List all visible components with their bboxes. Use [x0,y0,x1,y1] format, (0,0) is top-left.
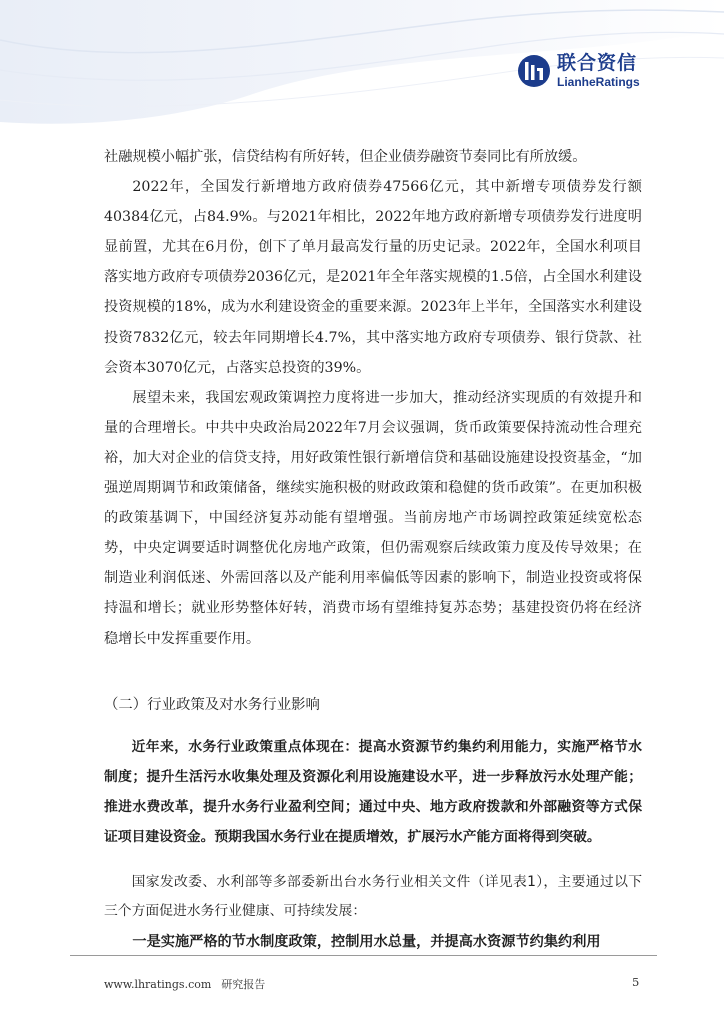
paragraph: 社融规模小幅扩张，信贷结构有所好转，但企业债券融资节奏同比有所放缓。 [104,149,587,165]
logo-english-name: LianheRatings [557,75,640,89]
section-heading: （二）行业政策及对水务行业影响 [104,696,320,713]
bold-paragraph: 一是实施严格的节水制度政策，控制用水总量，并提高水资源节约集约利用 [132,933,601,950]
bold-paragraph: 近年来，水务行业政策重点体现在：提高水资源节约集约利用能力，实施严格节水制度；提升生活污水收集处理及资源化利用设施建设水平，进一步释放污水处理产能；推进水费改革，提升水务行业盈利空间；通过中央、地方政府拨款和外部融资等方式保证项目建设资金。预期我国水务行业在提质增效，扩展污水产能方面将得到突破。 [104,738,642,845]
footer-text [104,976,265,992]
footer-divider [70,955,657,956]
footer-url: www.lhratings.com [104,978,212,991]
company-logo [517,54,640,88]
footer-label: 研究报告 [221,978,266,991]
paragraph: 展望未来，我国宏观政策调控力度将进一步加大，推动经济实现质的有效提升和量的合理增长。中共中央政治局2022年7月会议强调，货币政策要保持流动性合理充裕，加大对企业的信贷支持，用好政策性银行新增信贷和基础设施建设投资基金，“加强逆周期调节和政策储备，继续实施积极的财政政策和稳健的货币政策”。在更加积极的政策基调下，中国经济复苏动能有望增强。当前房地产市场调控政策延续宽松态势，中央定调要适时调整优化房地产政策，但仍需观察后续政策力度及传导效果；在制造业利润低迷、外需回落以及产能利用率偏低等因素的影响下，制造业投资或将保持温和增长；就业形势整体好转，消费市场有望维持复苏态势；基建投资仍将在经济稳增长中发挥重要作用。 [104,389,642,647]
lianhe-logo-icon [517,54,551,88]
paragraph: 国家发改委、水利部等多部委新出台水务行业相关文件（详见表1），主要通过以下三个方面促进水务行业健康、可持续发展： [104,873,642,920]
document-body [104,142,642,957]
page-number: 5 [632,975,640,989]
logo-chinese-name: 联合资信 [557,52,638,74]
paragraph: 2022年，全国发行新增地方政府债券47566亿元，其中新增专项债券发行额40384亿元，占84.9%。与2021年相比，2022年地方政府新增专项债券发行进度明显前置，尤其在6月份，创下了单月最高发行量的历史记录。2022年，全国水利项目落实地方政府专项债券2036亿元，是2021年全年落实规模的1.5倍，占全国水利建设投资规模的18%，成为水利建设资金的重要来源。2023年上半年，全国落实水利建设投资7832亿元，较去年同期增长4.7%，其中落实地方政府专项债券、银行贷款、社会资本3070亿元，占落实总投资的39%。 [104,179,642,376]
